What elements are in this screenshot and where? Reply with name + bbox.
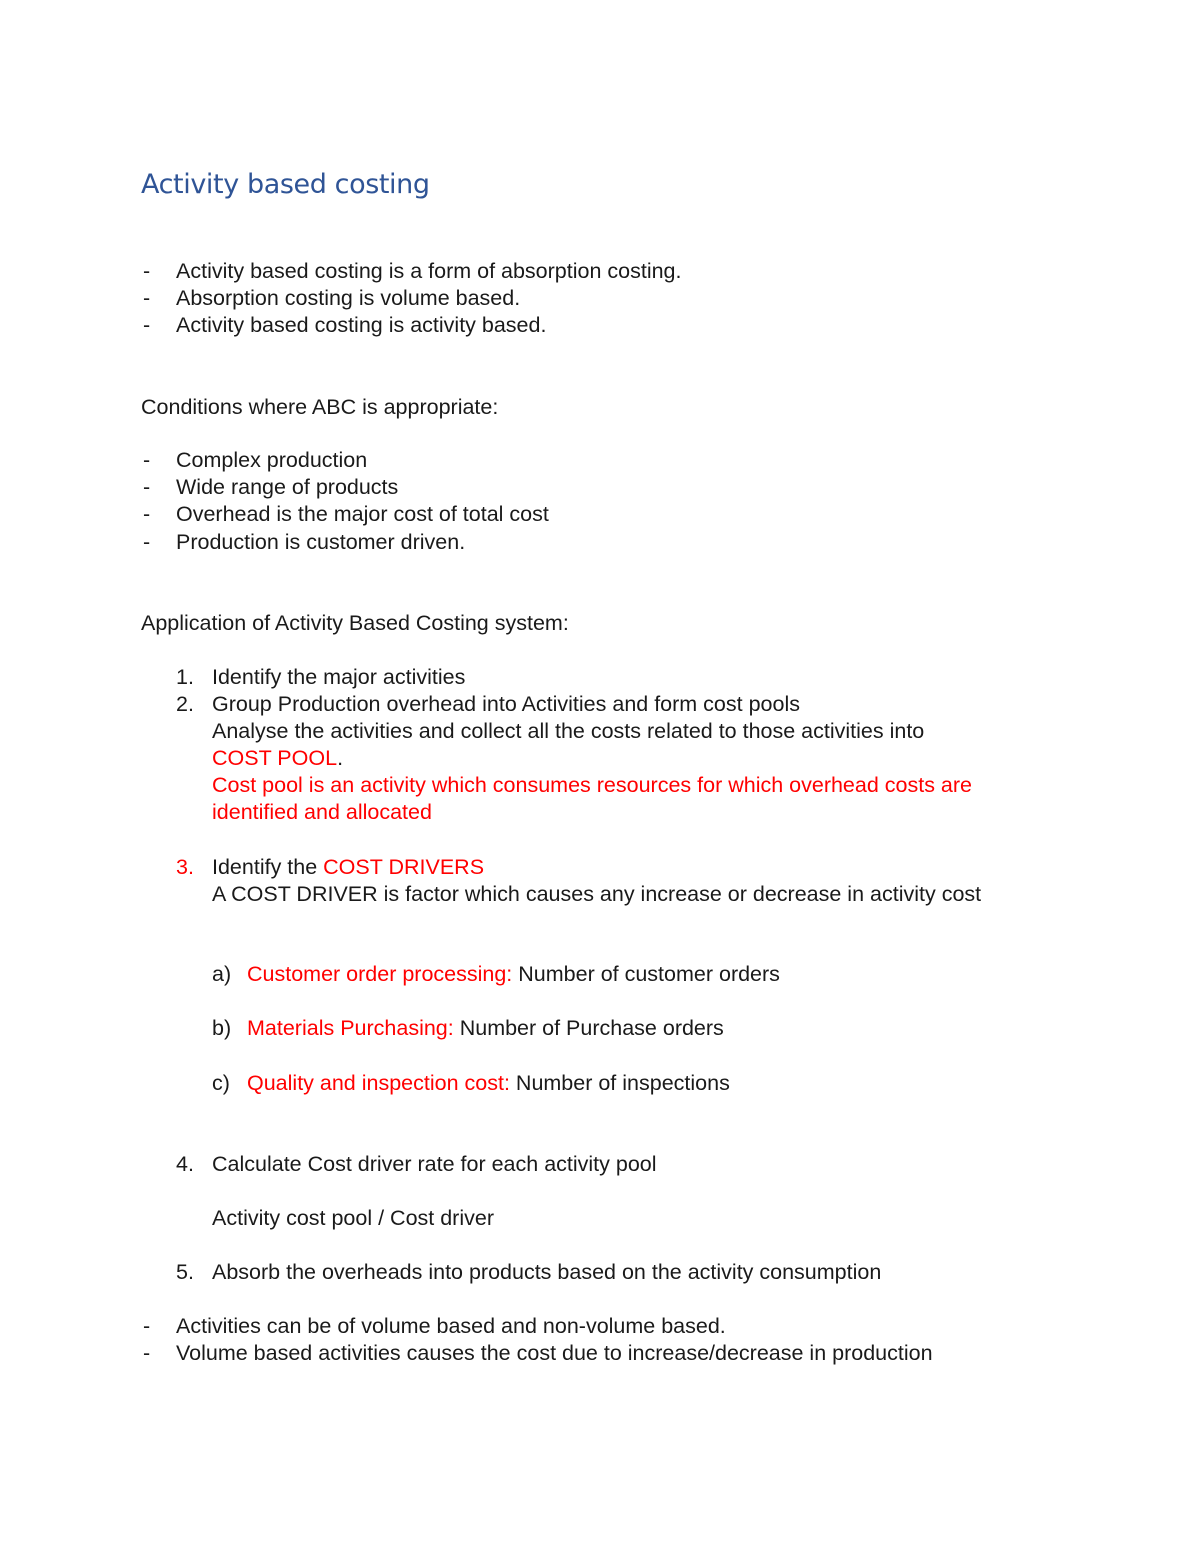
step-detail: A COST DRIVER is factor which causes any increase or decrease in activity cost: [212, 882, 982, 906]
conditions-heading: Conditions where ABC is appropriate:: [141, 395, 499, 419]
closing-bullet: Volume based activities causes the cost due to increase/decrease in production: [176, 1341, 933, 1365]
bullet-marker: -: [143, 1341, 151, 1365]
bullet-marker: -: [143, 286, 151, 310]
step-number: 5.: [176, 1260, 194, 1284]
closing-bullet: Activities can be of volume based and non-volume based.: [176, 1314, 726, 1338]
step-number: 3.: [176, 855, 194, 879]
condition-item: Production is customer driven.: [176, 530, 466, 554]
condition-item: Wide range of products: [176, 475, 399, 499]
step-number: 1.: [176, 665, 194, 689]
example-marker: a): [212, 962, 232, 986]
step-text: [212, 854, 484, 881]
step-text: Identify the major activities: [212, 665, 466, 689]
example-label: Customer order processing:: [247, 962, 513, 986]
cost-drivers-term: COST DRIVERS: [323, 855, 485, 879]
bullet-marker: -: [143, 259, 151, 283]
cost-pool-label: COST POOL: [212, 746, 338, 770]
bullet-marker: -: [143, 313, 151, 337]
example-label: Quality and inspection cost:: [247, 1071, 510, 1095]
intro-bullet: Activity based costing is a form of absorption costing.: [176, 259, 682, 283]
bullet-marker: -: [143, 475, 151, 499]
cost-pool-definition: identified and allocated: [212, 800, 432, 824]
intro-bullet: Absorption costing is volume based.: [176, 286, 521, 310]
cost-pool-definition: Cost pool is an activity which consumes resources for which overhead costs are: [212, 773, 973, 797]
application-heading: Application of Activity Based Costing system:: [141, 611, 569, 635]
condition-item: Overhead is the major cost of total cost: [176, 502, 549, 526]
step-text-prefix: Identify the: [212, 855, 324, 879]
bullet-marker: -: [143, 530, 151, 554]
example-item: [247, 1015, 724, 1042]
condition-item: Complex production: [176, 448, 368, 472]
cost-pool-suffix: .: [337, 746, 344, 770]
cost-pool-term: [212, 745, 343, 772]
example-item: [247, 961, 780, 988]
example-marker: b): [212, 1016, 232, 1040]
step-text: Absorb the overheads into products based on the activity consumption: [212, 1260, 882, 1284]
page-title: Activity based costing: [141, 169, 430, 200]
example-marker: c): [212, 1071, 230, 1095]
bullet-marker: -: [143, 448, 151, 472]
example-value: Number of inspections: [509, 1071, 730, 1095]
bullet-marker: -: [143, 1314, 151, 1338]
example-label: Materials Purchasing:: [247, 1016, 454, 1040]
step-number: 2.: [176, 692, 194, 716]
example-value: Number of Purchase orders: [453, 1016, 724, 1040]
bullet-marker: -: [143, 502, 151, 526]
intro-bullet: Activity based costing is activity based.: [176, 313, 547, 337]
step-number: 4.: [176, 1152, 194, 1176]
example-item: [247, 1070, 730, 1097]
step-detail: Analyse the activities and collect all the costs related to those activities into: [212, 719, 925, 743]
step-text: Group Production overhead into Activities and form cost pools: [212, 692, 800, 716]
formula: Activity cost pool / Cost driver: [212, 1206, 494, 1230]
step-text: Calculate Cost driver rate for each activity pool: [212, 1152, 657, 1176]
example-value: Number of customer orders: [512, 962, 780, 986]
